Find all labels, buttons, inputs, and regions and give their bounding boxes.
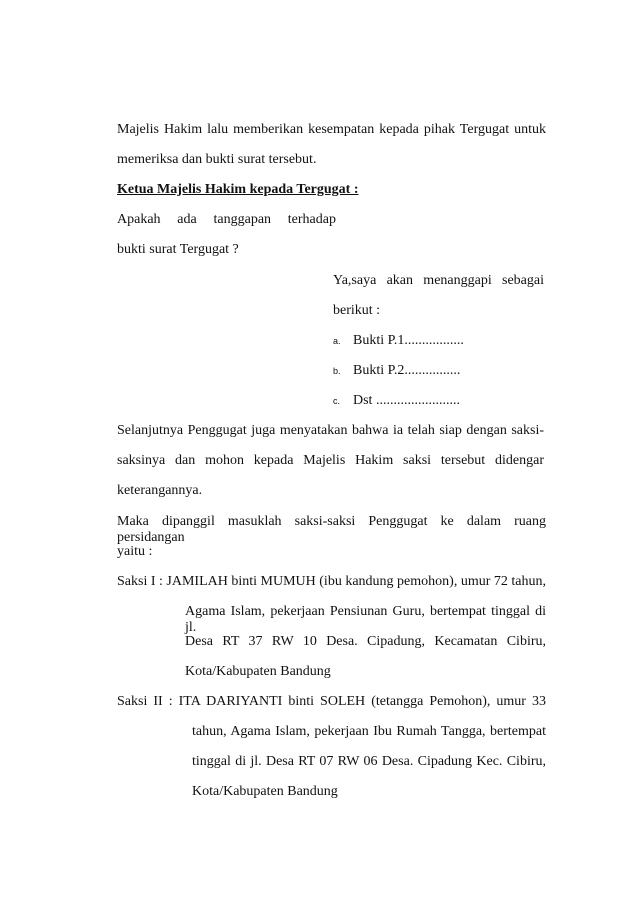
witness-line: Kota/Kabupaten Bandung — [185, 664, 331, 679]
list-marker: b. — [333, 366, 341, 376]
witness-line: Agama Islam, pekerjaan Pensiunan Guru, bertempat tinggal di jl. — [185, 604, 546, 635]
paragraph-line: keterangannya. — [117, 483, 203, 498]
answer-line: Ya,saya akan menanggapi sebagai — [333, 273, 544, 288]
answer-line: berikut : — [333, 303, 381, 318]
paragraph-line: yaitu : — [117, 544, 153, 559]
witness-line: Saksi I : JAMILAH binti MUMUH (ibu kandung pemohon), umur 72 tahun, — [117, 574, 546, 589]
witness-line: tahun, Agama Islam, pekerjaan Ibu Rumah Tangga, bertempat — [192, 724, 546, 739]
list-marker: c. — [333, 396, 341, 406]
section-heading: Ketua Majelis Hakim kepada Tergugat : — [117, 182, 359, 197]
paragraph-line: Maka dipanggil masuklah saksi-saksi Penggugat ke dalam ruang persidangan — [117, 514, 546, 545]
paragraph-line: saksinya dan mohon kepada Majelis Hakim saksi tersebut didengar — [117, 453, 544, 468]
list-item: Bukti P.2................ — [353, 363, 461, 378]
paragraph-line: Majelis Hakim lalu memberikan kesempatan kepada pihak Tergugat untuk — [117, 122, 546, 137]
question-line: Apakah ada tanggapan terhadap — [117, 212, 336, 227]
question-line: bukti surat Tergugat ? — [117, 242, 239, 257]
witness-line: Kota/Kabupaten Bandung — [192, 784, 338, 799]
paragraph-line: memeriksa dan bukti surat tersebut. — [117, 152, 317, 167]
list-item: Dst ........................ — [353, 393, 460, 408]
witness-line: Saksi II : ITA DARIYANTI binti SOLEH (tetangga Pemohon), umur 33 — [117, 694, 546, 709]
witness-line: tinggal di jl. Desa RT 07 RW 06 Desa. Cipadung Kec. Cibiru, — [192, 754, 546, 769]
witness-line: Desa RT 37 RW 10 Desa. Cipadung, Kecamatan Cibiru, — [185, 634, 546, 649]
list-item: Bukti P.1................. — [353, 333, 464, 348]
paragraph-line: Selanjutnya Penggugat juga menyatakan bahwa ia telah siap dengan saksi- — [117, 423, 544, 438]
list-marker: a. — [333, 336, 341, 346]
